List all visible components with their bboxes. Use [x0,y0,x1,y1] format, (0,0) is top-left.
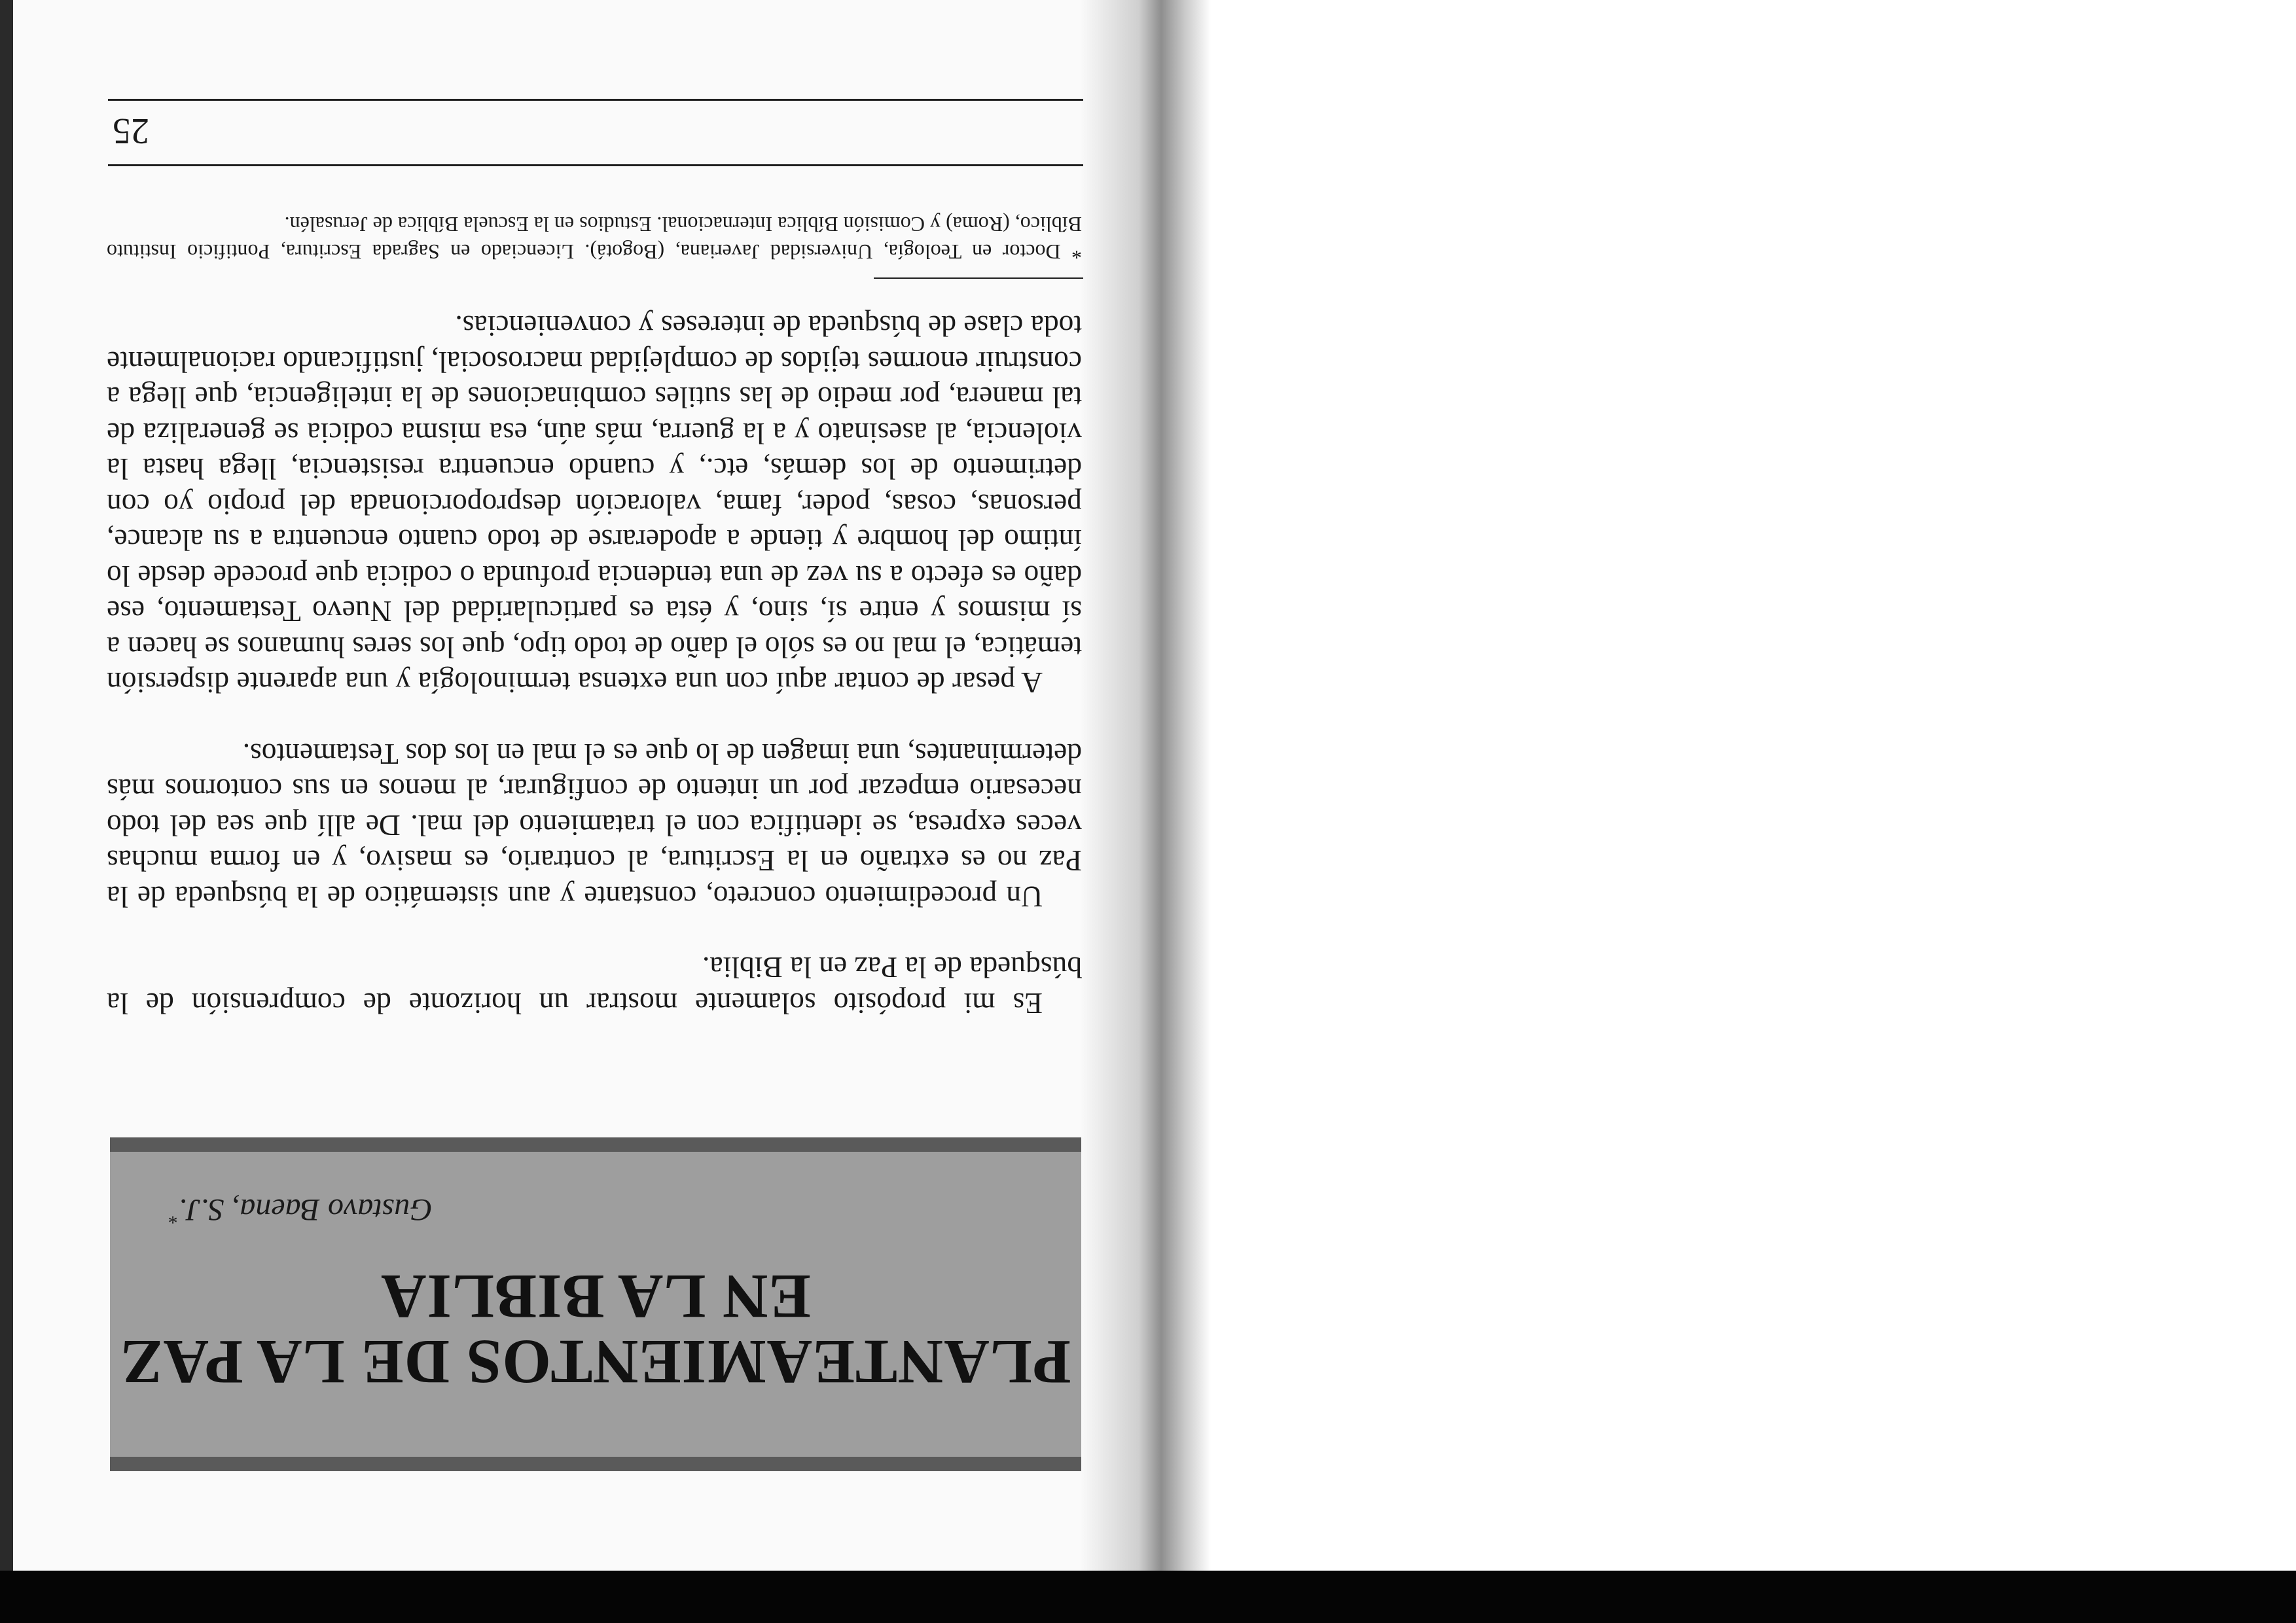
author-footnote-mark: * [169,1206,179,1228]
paragraph-3: A pesar de contar aquí con una extensa terminología y una aparente dispersión temática, el mal no es sólo el daño de todo tipo, que los seres humanos se hacen a sí mismos y entre sí, sino, y ésta es particularidad del Nuevo Testamento, ese daño es efecto a su vez de una tendencia profunda o codicia que procede desde lo íntimo del hombre y tiende a apoderarse de todo cuanto encuentra a su alcance, personas, cosas, poder, fama, valoración desproporcionada del propio yo con detrimento de los demás, etc., y cuando encuentra resistencia, llega hasta la violencia, al asesinato y a la guerra, más aún, esa misma codicia se generaliza de tal manera, por medio de las sutiles combinaciones de la inteligencia, que llega a construir enormes tejidos de complejidad macrosocial, justificando racionalmente toda clase de búsqueda de intereses y conveniencias. [107,310,1082,700]
title-line-2: EN LA BIBLIA [380,1262,811,1332]
author-name: Gustavo Baena, S.J. [179,1192,433,1227]
page-number: 25 [113,111,149,151]
header-rule-bottom [108,99,1083,101]
header-rule-top [108,164,1083,166]
title-band [110,1137,1081,1471]
footnote-rule [874,277,1083,279]
footnote: * Doctor en Teología, Universidad Javeriana, (Bogotá). Licenciado en Sagrada Escritura, Pontificio Instituto Bíblico, (Roma) y Comisión Bíblica Internacional. Estudios en la Escuela Bíblica de Jerusalén. [107,213,1082,264]
paragraph-2: Un procedimiento concreto, constante y aun sistemático de la búsqueda de la Paz no es extraño en la Escritura, al contrario, es masivo, y en forma muchas veces expresa, se identifica con el tratamiento del mal. De allí que sea del todo necesario empezar por un intento de configurar, al menos en sus contornos más determinantes, una imagen de lo que es el mal en los dos Testamentos. [107,738,1082,914]
title-line-1: PLANTEAMIENTOS DE LA PAZ [120,1327,1071,1397]
author [169,1192,433,1228]
body-text [107,308,1082,1021]
paragraph-1: Es mi propósito solamente mostrar un horizonte de comprensión de la búsqueda de la Paz en la Biblia. [107,951,1082,1020]
